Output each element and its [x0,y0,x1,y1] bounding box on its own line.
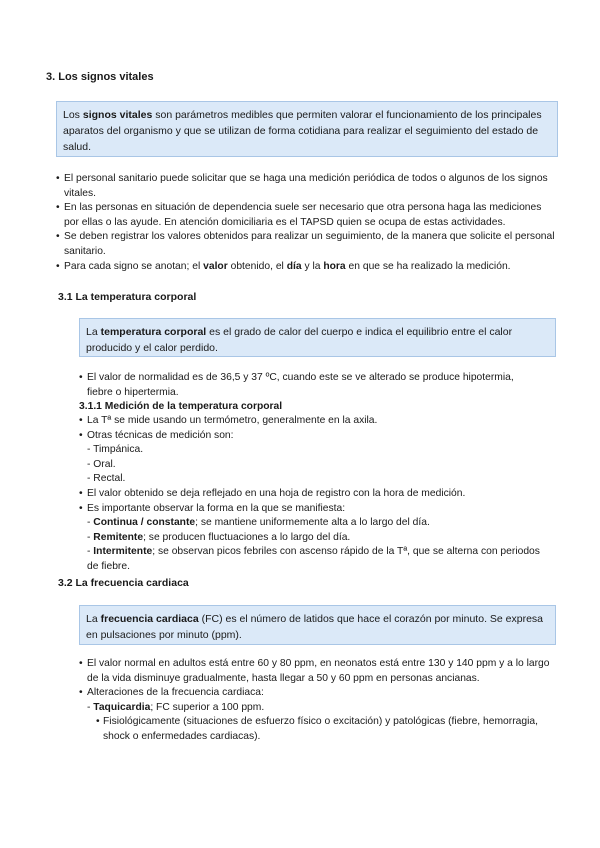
form-term: Continua / constante [93,517,196,529]
text-part: en que se ha realizado la medición. [345,260,511,272]
form-term: Remitente [93,531,144,543]
list-item: • Se deben registrar los valores obtenidos para realizar un seguimiento, de la manera que solicite el personal sanitario. [56,230,556,259]
text-part: obtenido, el [227,260,287,272]
section-3-title: 3. Los signos vitales [46,71,154,83]
section-3-1-title: 3.1 La temperatura corporal [58,291,197,303]
list-item: • Alteraciones de la frecuencia cardiaca: [79,686,557,701]
bold-part: hora [323,260,346,272]
form-item: - Remitente; se producen fluctuaciones a lo largo del día. [87,531,351,543]
box-text-post: (FC) es el número de latidos que hace el corazón por minuto. Se expresa en pulsaciones por minuto (ppm). [86,613,544,641]
section-3-2-title: 3.2 La frecuencia cardiaca [58,577,189,589]
signos-vitales-bullet-list [56,172,556,274]
text-part: Para cada signo se anotan; el [64,260,204,272]
technique-item: - Rectal. [87,473,126,485]
bold-part: valor [203,260,228,272]
definition-box-frecuencia [79,605,556,645]
form-desc: ; se mantiene uniformemente alta a lo largo del día. [195,517,430,529]
list-item: • El personal sanitario puede solicitar que se haga una medición periódica de todos o algunos de los signos vitales. [56,172,556,201]
alteration-sub-item: • Fisiológicamente (situaciones de esfuerzo físico o excitación) y patológicas (fiebre, hemorragia, shock o enfermedades cardiacas). [79,715,557,744]
list-item: • Es importante observar la forma en la que se manifiesta: [79,502,549,517]
box-term: temperatura corporal [100,326,207,338]
list-item: • El valor obtenido se deja reflejado en una hoja de registro con la hora de medición. [79,487,549,502]
medicion-list [79,414,549,575]
temperatura-bullet-list [79,371,519,400]
list-item [56,260,556,275]
box-text-post: son parámetros medibles que permiten valorar el funcionamiento de los principales aparatos del organismo y que se utilizan de forma cotidiana para realizar el seguimiento del estado de salud. [63,109,542,153]
frecuencia-bullet-list [79,657,557,745]
alteration-term: Taquicardia [93,701,151,713]
alteration-desc: ; FC superior a 100 ppm. [150,701,265,713]
form-term: Intermitente [93,546,153,558]
alteration-item: - Taquicardia; FC superior a 100 ppm. [87,701,265,713]
form-desc: ; se observan picos febriles con ascenso rápido de la Tª, que se alterna con periodos de fiebre. [87,546,540,572]
box-text-post: es el grado de calor del cuerpo e indica el equilibrio entre el calor producido y el calor perdido. [86,326,513,354]
technique-item: - Oral. [87,458,116,470]
text-part: y la [301,260,324,272]
section-3-1-1-title: 3.1.1 Medición de la temperatura corporal [79,401,283,412]
form-item: - Continua / constante; se mantiene uniformemente alta a lo largo del día. [87,517,430,529]
definition-box-temperatura [79,318,556,357]
list-item: • En las personas en situación de dependencia suele ser necesario que otra persona haga las mediciones por ellas o las ayude. En atención domiciliaria es el TAPSD quien se ocupa de estas actividades. [56,201,556,230]
technique-item: - Timpánica. [87,444,144,456]
form-desc: ; se producen fluctuaciones a lo largo del día. [143,531,351,543]
bold-part: día [286,260,302,272]
box-term: frecuencia cardiaca [100,613,199,625]
box-term: signos vitales [82,109,153,121]
form-item: - Intermitente; se observan picos febriles con ascenso rápido de la Tª, que se alterna con periodos de fiebre. [87,546,540,572]
list-item: • El valor de normalidad es de 36,5 y 37 ºC, cuando este se ve alterado se produce hipotermia, fiebre o hipertermia. [79,371,519,400]
list-item: • Otras técnicas de medición son: [79,429,549,444]
box-text-pre: Los [63,109,83,121]
definition-box-signos-vitales [56,101,558,157]
box-text-pre: La [86,613,101,625]
list-item: • La Tª se mide usando un termómetro, generalmente en la axila. [79,414,549,429]
box-text-pre: La [86,326,101,338]
list-item: • El valor normal en adultos está entre 60 y 80 ppm, en neonatos está entre 130 y 140 ppm y a lo largo de la vida disminuye gradualmente, hasta llegar a 50 y 60 ppm en personas ancianas. [79,657,557,686]
